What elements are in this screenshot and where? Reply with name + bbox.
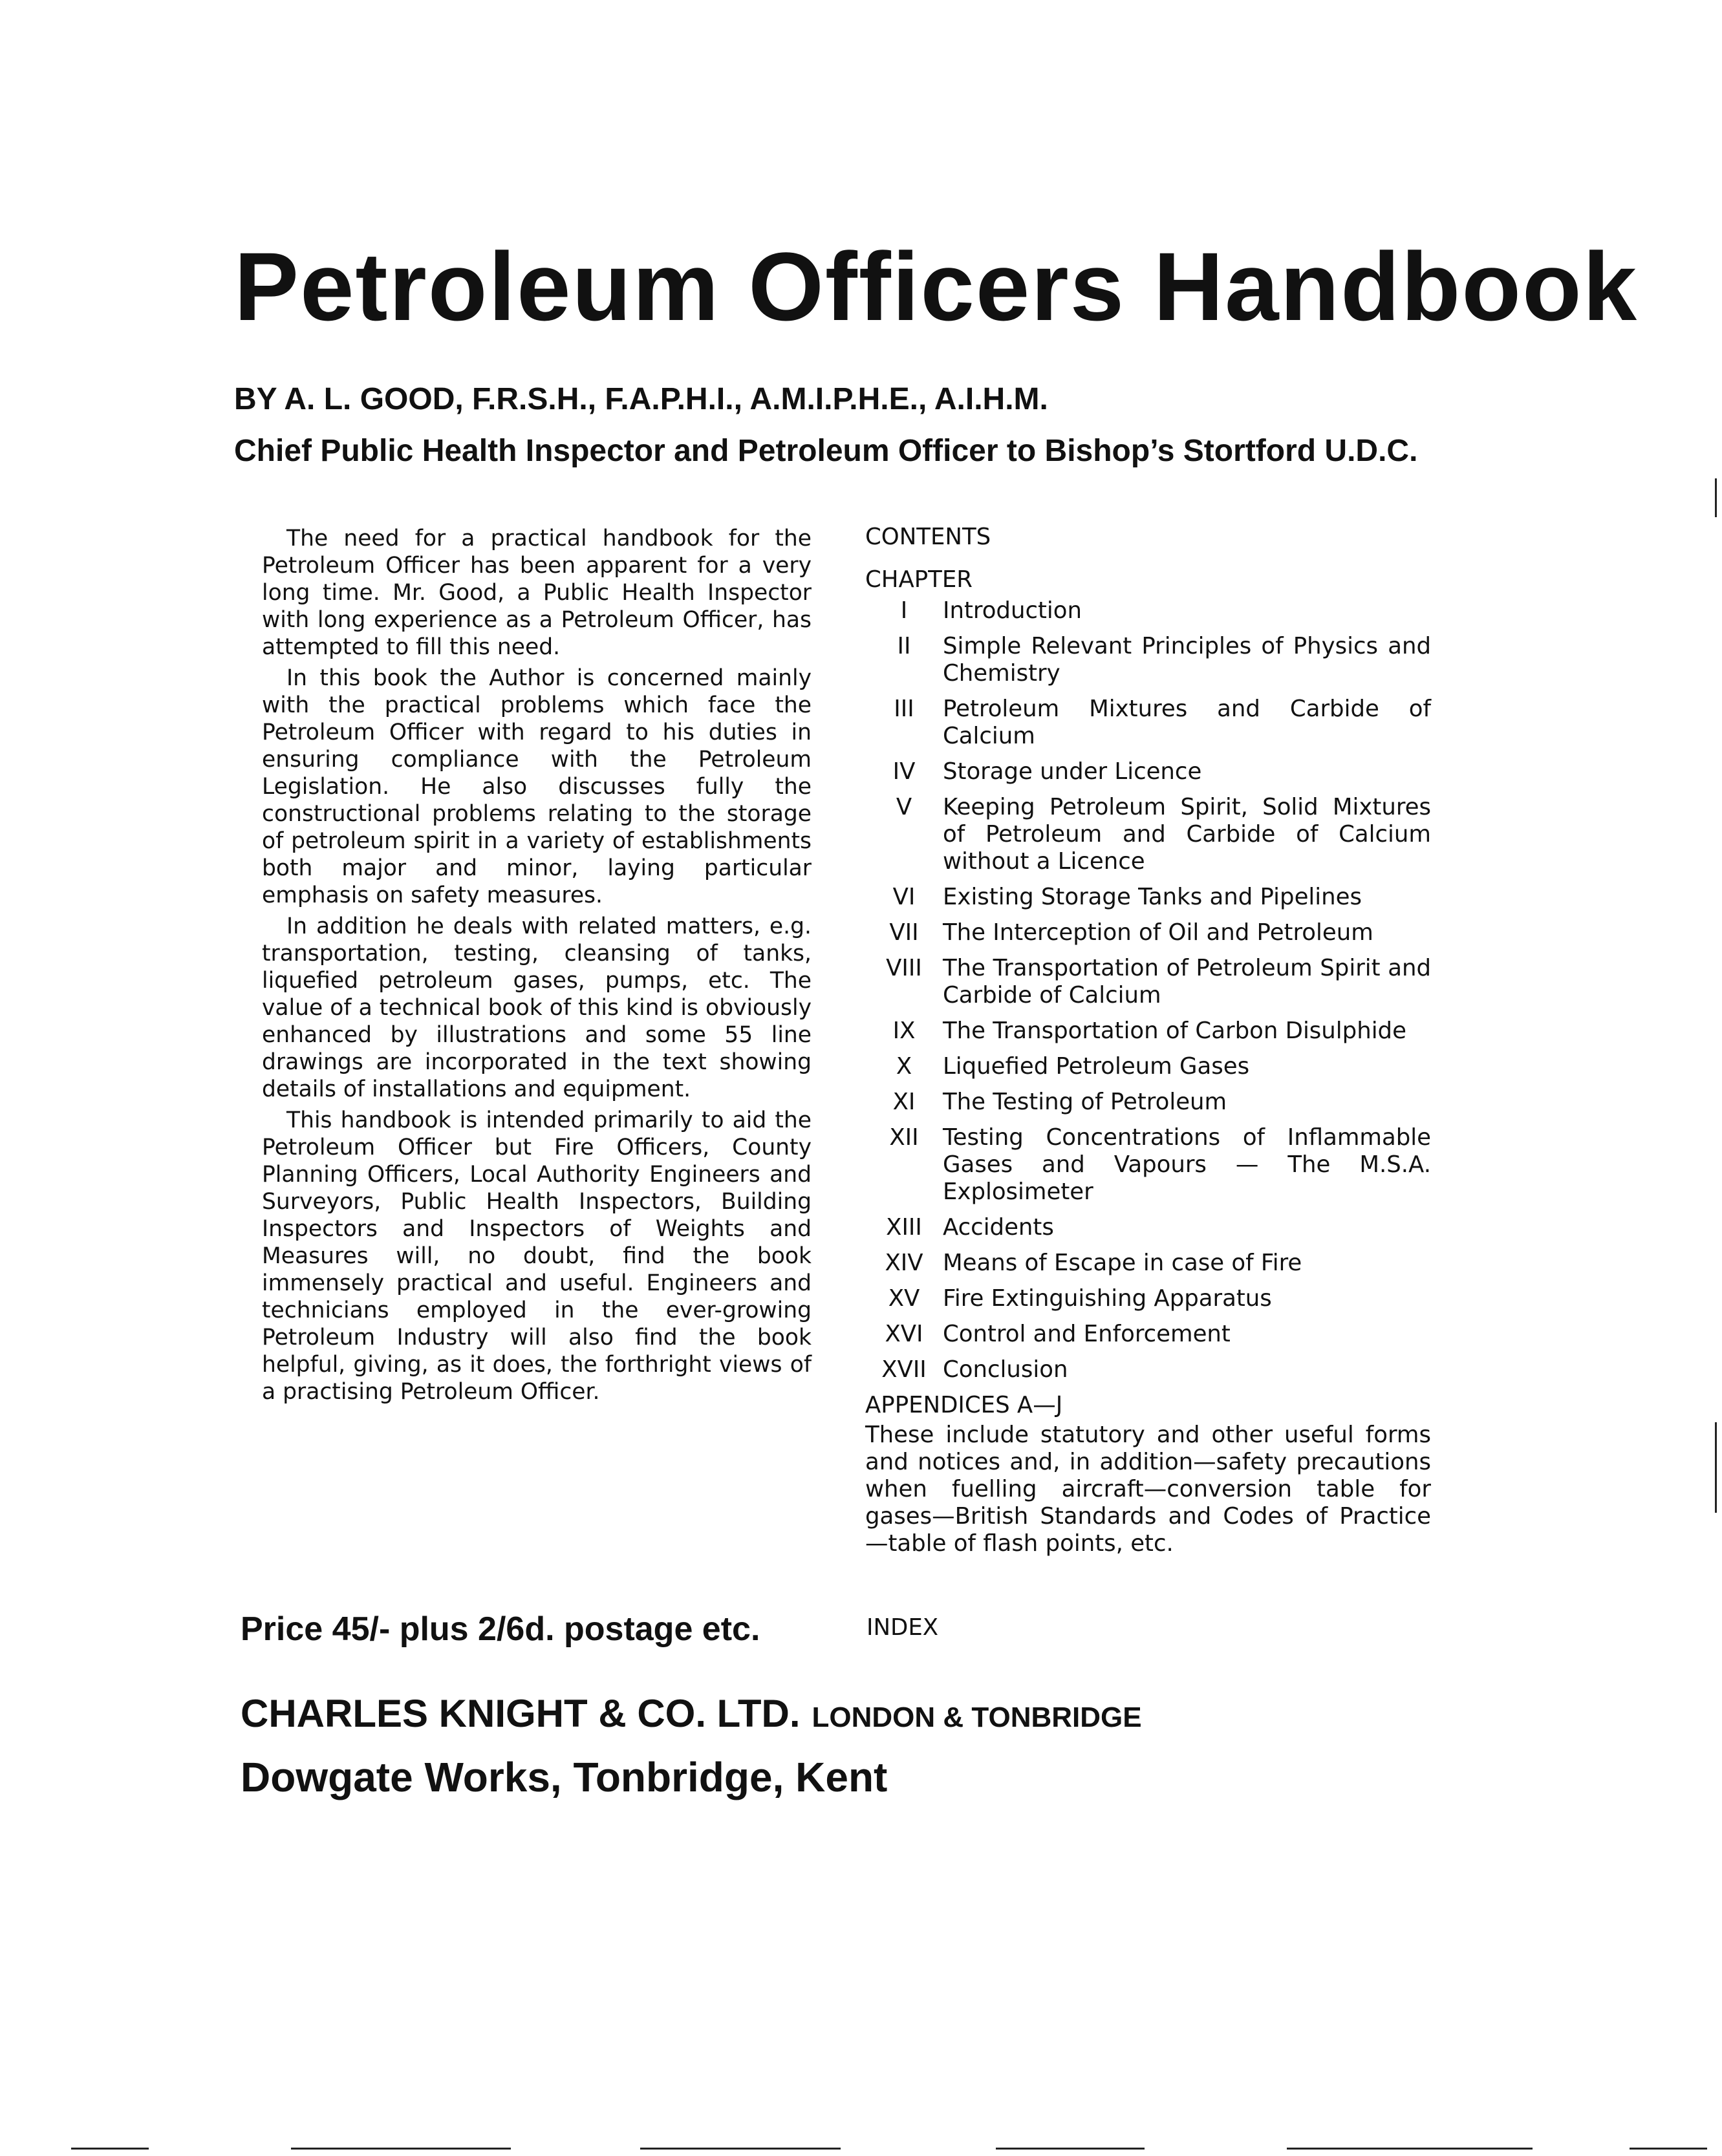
chapter-number: I [900, 597, 908, 624]
chapter-title: Introduction [943, 597, 1082, 624]
chapter-title: Fire Extinguishing Apparatus [943, 1285, 1272, 1312]
chapter-number: IX [892, 1018, 916, 1044]
appendices-heading: APPENDICES A—J [865, 1392, 1063, 1418]
price-line: Price 45/- plus 2/6d. postage etc. [241, 1610, 760, 1648]
chapter-title: Storage under Licence [943, 758, 1202, 785]
chapter-item [865, 884, 1431, 911]
index-label: INDEX [866, 1614, 939, 1641]
chapter-item [865, 1250, 1431, 1277]
description-paragraph: The need for a practical handbook for the Petroleum Officer has been apparent for a very long time. Mr. Good, a Public Health Inspector with long experience as a Petroleum Officer, has attempted to fill this need. [262, 526, 812, 660]
chapter-number: XIV [885, 1250, 923, 1276]
chapter-item [865, 919, 1431, 946]
publisher-name: CHARLES KNIGHT & CO. LTD. [241, 1692, 801, 1735]
publisher-line [241, 1691, 1142, 1736]
chapter-item [865, 1124, 1431, 1206]
scan-edge-mark [1715, 478, 1717, 517]
chapter-title: Petroleum Mixtures and Carbide of Calcium [943, 696, 1431, 749]
contents-heading: CONTENTS [865, 524, 991, 550]
scan-edge-mark [640, 2148, 841, 2150]
chapter-title: Testing Concentrations of Inflammable Gases and Vapours — The M.S.A. Explosimeter [943, 1124, 1431, 1205]
page-title: Petroleum Officers Handbook [234, 232, 1639, 341]
chapter-title: The Interception of Oil and Petroleum [943, 919, 1373, 946]
chapter-title: Simple Relevant Principles of Physics and Chemistry [943, 633, 1431, 687]
chapter-number: II [897, 633, 911, 659]
scan-edge-mark [1715, 1422, 1717, 1513]
chapter-title: Means of Escape in case of Fire [943, 1250, 1302, 1276]
chapter-title: Conclusion [943, 1356, 1068, 1383]
chapter-number: X [896, 1053, 912, 1080]
chapter-number: XVII [881, 1356, 927, 1383]
scan-edge-mark [71, 2148, 149, 2150]
chapter-number: V [896, 794, 912, 820]
chapter-item [865, 696, 1431, 750]
scan-edge-mark [996, 2148, 1145, 2150]
chapter-number: XVI [885, 1321, 923, 1347]
chapter-item [865, 1018, 1431, 1045]
scan-edge-mark [1287, 2148, 1533, 2150]
chapter-item [865, 1321, 1431, 1348]
chapter-number: VII [889, 919, 919, 946]
chapter-item [865, 1214, 1431, 1241]
chapter-list [865, 597, 1431, 1383]
chapter-item [865, 1356, 1431, 1383]
chapter-title: Accidents [943, 1214, 1054, 1241]
description-paragraph: In this book the Author is concerned mainly with the practical problems which face the Petroleum Officer with regard to his duties in ensuring compliance with the Petroleum Legislation. He also discusses fully the constructional problems relating to the storage of petroleum spirit in a variety of establishments both major and minor, laying particular emphasis on safety measures. [262, 665, 812, 908]
chapter-number: XII [889, 1124, 919, 1151]
scan-edge-mark [291, 2148, 511, 2150]
chapter-title: The Transportation of Petroleum Spirit and Carbide of Calcium [943, 955, 1431, 1009]
chapter-title: Liquefied Petroleum Gases [943, 1053, 1250, 1080]
scan-edge-mark [1630, 2148, 1707, 2150]
chapter-title: The Testing of Petroleum [943, 1089, 1227, 1115]
chapter-number: III [894, 696, 914, 722]
chapter-item [865, 1053, 1431, 1080]
chapter-number: IV [892, 758, 916, 785]
chapter-item [865, 794, 1431, 875]
chapter-item [865, 758, 1431, 785]
publisher-address: Dowgate Works, Tonbridge, Kent [241, 1754, 888, 1800]
chapter-item [865, 633, 1431, 687]
chapter-item [865, 1285, 1431, 1312]
chapter-number: VIII [886, 955, 922, 981]
chapter-title: Control and Enforcement [943, 1321, 1231, 1347]
chapter-item [865, 955, 1431, 1009]
author-byline: BY A. L. GOOD, F.R.S.H., F.A.P.H.I., A.M.I.P.H.E., A.I.H.M. [234, 382, 1048, 416]
author-role: Chief Public Health Inspector and Petroleum Officer to Bishop’s Stortford U.D.C. [234, 434, 1418, 468]
appendices-description: These include statutory and other useful forms and notices and, in addition—safety precautions when fuelling aircraft—conversion table for gases—British Standards and Codes of Practice —table of flash points, etc. [865, 1422, 1431, 1557]
chapter-number: XIII [886, 1214, 922, 1241]
contents-column [865, 524, 1431, 1557]
description-paragraph: This handbook is intended primarily to aid the Petroleum Officer but Fire Officers, County Planning Officers, Local Authority Engineers and Surveyors, Public Health Inspectors, Building Inspectors and Inspectors of Weights and Measures will, no doubt, find the book immensely practical and useful. Engineers and technicians employed in the ever-growing Petroleum Industry will also find the book helpful, giving, as it does, the forthright views of a practising Petroleum Officer. [262, 1107, 812, 1405]
description-paragraph: In addition he deals with related matters, e.g. transportation, testing, cleansing of tanks, liquefied petroleum gases, pumps, etc. The value of a technical book of this kind is obviously enhanced by illustrations and some 55 line drawings are incorporated in the text showing details of installations and equipment. [262, 913, 812, 1102]
chapter-item [865, 1089, 1431, 1116]
chapter-number: VI [892, 884, 916, 910]
chapter-title: The Transportation of Carbon Disulphide [943, 1018, 1406, 1044]
description-column [262, 525, 812, 1409]
chapter-heading: CHAPTER [865, 566, 973, 593]
publisher-location: LONDON & TONBRIDGE [812, 1702, 1142, 1733]
chapter-number: XI [892, 1089, 916, 1115]
chapter-item [865, 597, 1431, 624]
chapter-title: Existing Storage Tanks and Pipelines [943, 884, 1362, 910]
chapter-number: XV [888, 1285, 920, 1312]
chapter-title: Keeping Petroleum Spirit, Solid Mixtures of Petroleum and Carbide of Calcium without a Licence [943, 794, 1431, 875]
